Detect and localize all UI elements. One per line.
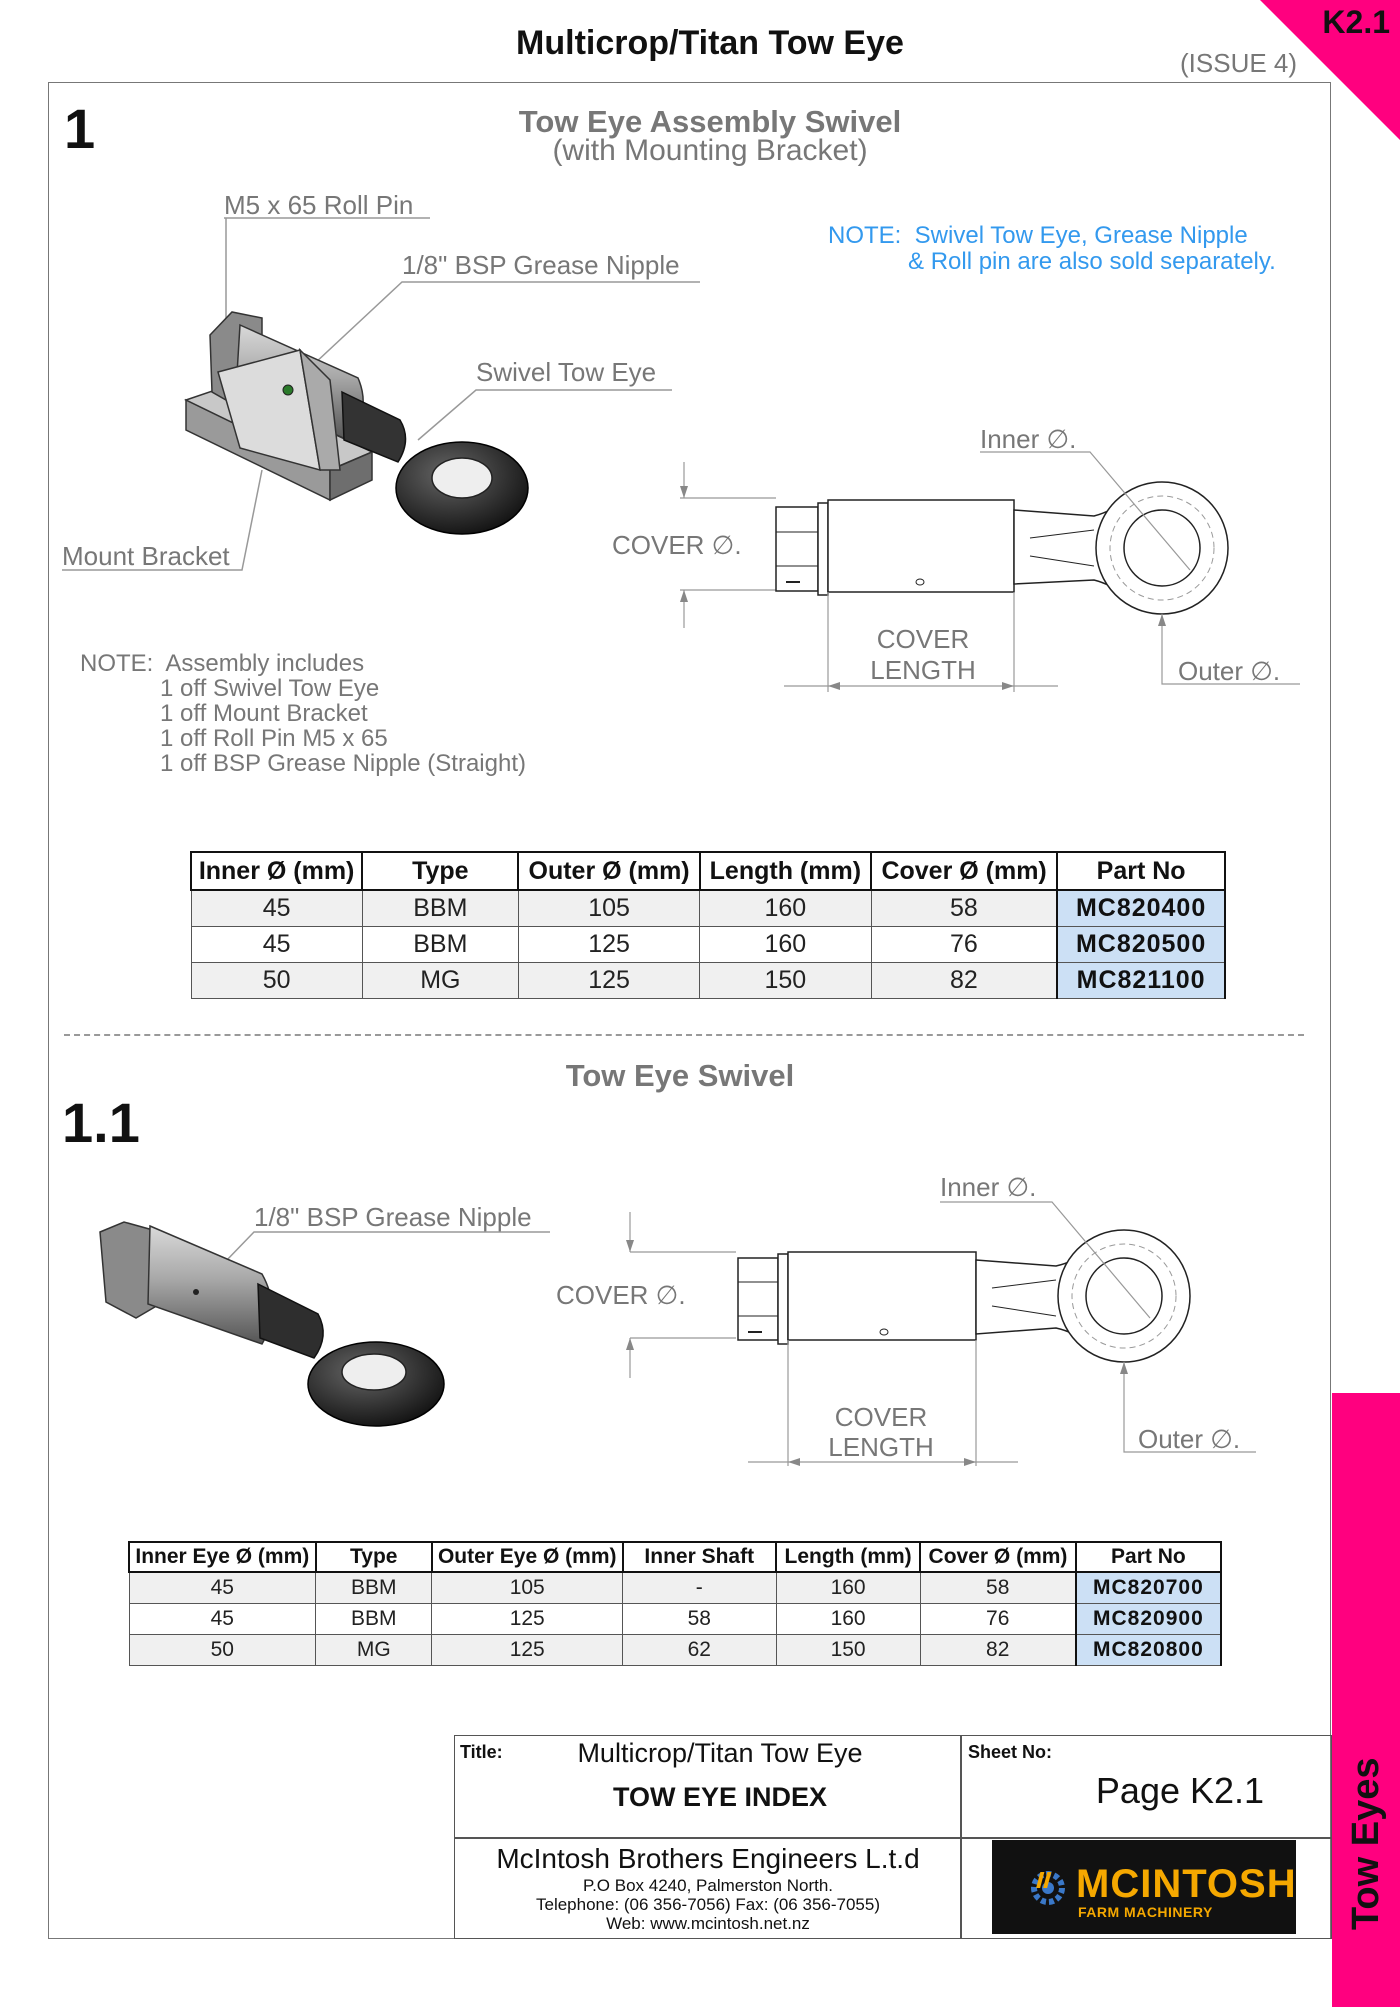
part-number: MC820500 <box>1057 927 1225 963</box>
col-header: Outer Eye Ø (mm) <box>432 1542 623 1572</box>
company-address: P.O Box 4240, Palmerston North. <box>582 1876 834 1895</box>
part-number: MC821100 <box>1057 963 1225 999</box>
company-phone: Telephone: (06 356-7056) Fax: (06 356-7055) <box>535 1895 880 1914</box>
cell: MG <box>316 1635 432 1666</box>
cell: 58 <box>920 1572 1076 1604</box>
section-1-subtitle: (with Mounting Bracket) <box>552 134 868 167</box>
col-header: Cover Ø (mm) <box>871 852 1057 890</box>
title-label: Title: <box>460 1742 503 1762</box>
dim-cover-length-2a: COVER <box>834 1402 928 1432</box>
dim-outer-dia-2: Outer ∅. <box>1138 1424 1241 1454</box>
note-assembly-includes: NOTE: Assembly includes 1 off Swivel Tow Eye 1 off Mount Bracket 1 off Roll Pin M5 x 65 1 off BSP Grease Nipple (Straight) <box>80 650 526 777</box>
callout-mount-bracket: Mount Bracket <box>62 541 230 571</box>
part-number: MC820400 <box>1057 890 1225 927</box>
side-tab-label: Tow Eyes <box>1345 1757 1387 1930</box>
cell: 50 <box>191 963 362 999</box>
cell: 82 <box>920 1635 1076 1666</box>
cell: 45 <box>129 1604 316 1635</box>
callout-swivel-tow-eye: Swivel Tow Eye <box>476 357 657 387</box>
dim-cover-dia-1: COVER ∅. <box>612 530 742 560</box>
cell: 160 <box>700 927 871 963</box>
mcintosh-logo <box>992 1840 1296 1934</box>
table-row <box>129 1635 1221 1666</box>
sheet-no-label: Sheet No: <box>968 1742 1053 1762</box>
cell: 150 <box>700 963 871 999</box>
section-2-title: Tow Eye Swivel <box>565 1058 795 1093</box>
cell: 76 <box>920 1604 1076 1635</box>
col-header: Part No <box>1076 1542 1221 1572</box>
cell: 125 <box>518 963 699 999</box>
cell: 160 <box>776 1604 920 1635</box>
col-header: Cover Ø (mm) <box>920 1542 1076 1572</box>
callout-roll-pin: M5 x 65 Roll Pin <box>224 190 414 220</box>
title-block-line2: TOW EYE INDEX <box>612 1782 828 1812</box>
cell: 160 <box>700 890 871 927</box>
cell: 105 <box>432 1572 623 1604</box>
dim-inner-dia-1: Inner ∅. <box>980 424 1077 454</box>
company-name: McIntosh Brothers Engineers L.t.d <box>496 1843 920 1874</box>
logo-tagline: FARM MACHINERY <box>1078 1904 1213 1920</box>
cell: 45 <box>191 927 362 963</box>
table-row <box>129 1572 1221 1604</box>
sheet-no-value: Page K2.1 <box>1095 1770 1265 1811</box>
cell: 50 <box>129 1635 316 1666</box>
col-header: Outer Ø (mm) <box>518 852 699 890</box>
cell: BBM <box>362 927 518 963</box>
issue-label: (ISSUE 4) <box>1180 48 1298 78</box>
table-header-row <box>129 1542 1221 1572</box>
part-number: MC820800 <box>1076 1635 1221 1666</box>
cell: BBM <box>362 890 518 927</box>
col-header: Inner Eye Ø (mm) <box>129 1542 316 1572</box>
cell: BBM <box>316 1604 432 1635</box>
col-header: Type <box>316 1542 432 1572</box>
dim-cover-length-1a: COVER <box>876 624 970 654</box>
cell: 105 <box>518 890 699 927</box>
section-1-title: Tow Eye Assembly Swivel <box>518 104 902 139</box>
col-header: Length (mm) <box>776 1542 920 1572</box>
section-2-number: 1.1 <box>62 1091 140 1154</box>
cell: 125 <box>518 927 699 963</box>
section-1-number: 1 <box>64 97 96 160</box>
cell: 125 <box>432 1604 623 1635</box>
cell: BBM <box>316 1572 432 1604</box>
cell: MG <box>362 963 518 999</box>
cell: 76 <box>871 927 1057 963</box>
note-sold-separately: NOTE: Swivel Tow Eye, Grease Nipple & Roll pin are also sold separately. <box>828 222 1276 275</box>
company-web: Web: www.mcintosh.net.nz <box>606 1914 810 1933</box>
dim-cover-length-2b: LENGTH <box>828 1432 934 1462</box>
cell: 150 <box>776 1635 920 1666</box>
cell: 62 <box>623 1635 776 1666</box>
col-header: Type <box>362 852 518 890</box>
dim-inner-dia-2: Inner ∅. <box>940 1172 1037 1202</box>
table-row <box>129 1604 1221 1635</box>
callout-grease-nipple-2: 1/8" BSP Grease Nipple <box>254 1202 532 1232</box>
parts-table-swivel <box>128 1541 1222 1666</box>
dim-cover-length-1b: LENGTH <box>870 655 976 685</box>
dim-cover-dia-2: COVER ∅. <box>556 1280 686 1310</box>
cell: 160 <box>776 1572 920 1604</box>
col-header: Inner Ø (mm) <box>191 852 362 890</box>
gear-icon <box>1026 1866 1070 1910</box>
dim-outer-dia-1: Outer ∅. <box>1178 656 1281 686</box>
cell: 58 <box>623 1604 776 1635</box>
cell: 82 <box>871 963 1057 999</box>
page-title: Multicrop/Titan Tow Eye <box>516 24 904 62</box>
logo-wordmark: MCINTOSH <box>1076 1862 1297 1906</box>
col-header: Part No <box>1057 852 1225 890</box>
cell: - <box>623 1572 776 1604</box>
sheet-code: K2.1 <box>1322 4 1390 40</box>
cell: 125 <box>432 1635 623 1666</box>
cell: 45 <box>191 890 362 927</box>
part-number: MC820900 <box>1076 1604 1221 1635</box>
title-block-line1: Multicrop/Titan Tow Eye <box>577 1738 863 1768</box>
col-header: Inner Shaft <box>623 1542 776 1572</box>
cell: 58 <box>871 890 1057 927</box>
col-header: Length (mm) <box>700 852 871 890</box>
part-number: MC820700 <box>1076 1572 1221 1604</box>
callout-grease-nipple: 1/8" BSP Grease Nipple <box>402 250 680 280</box>
cell: 45 <box>129 1572 316 1604</box>
